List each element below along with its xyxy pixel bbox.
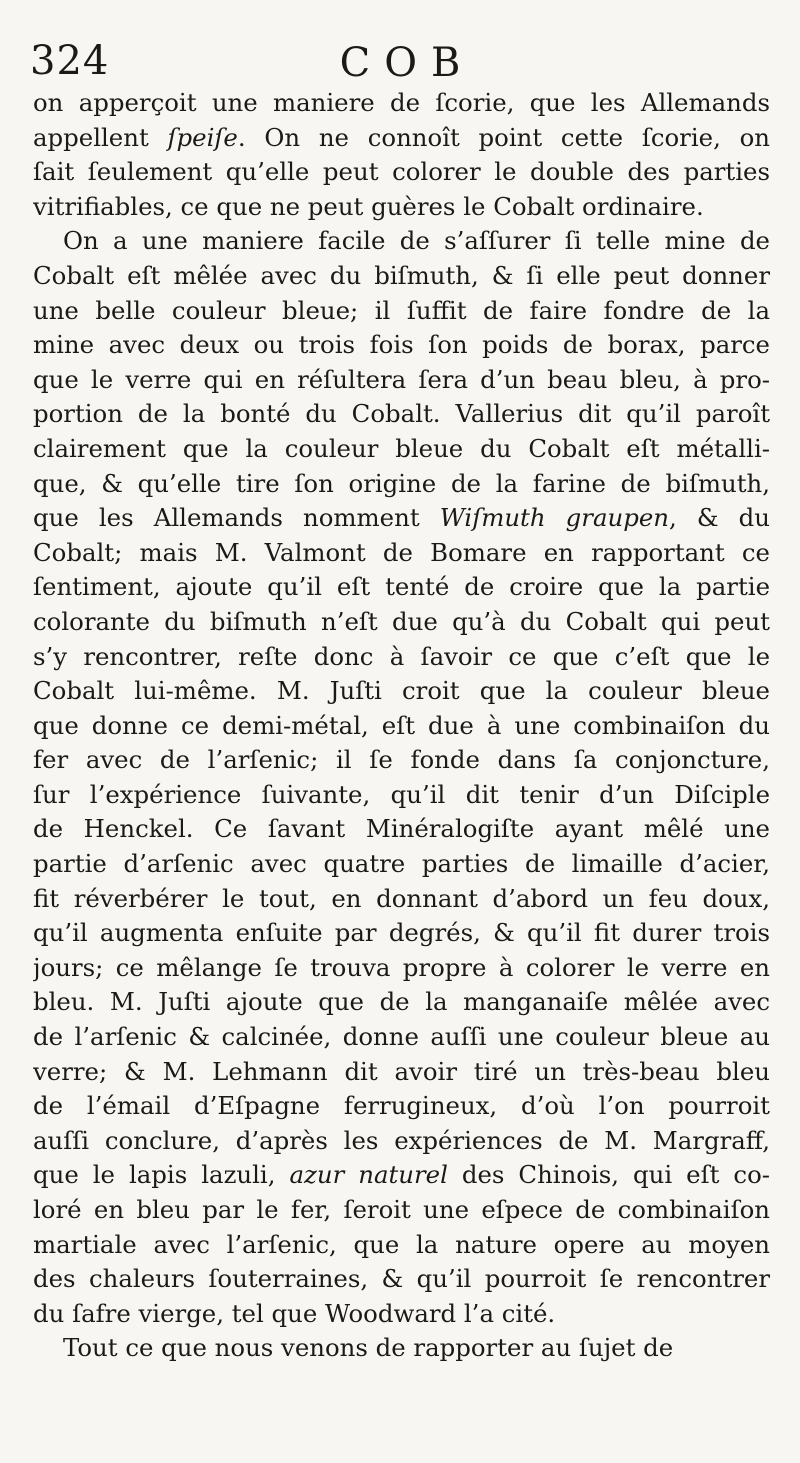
text-line [33,501,770,536]
text-line: que le verre qui en réſultera ſera d’un beau bleu, à pro- [33,364,770,394]
text-line: Cobalt eſt mêlée avec du biſmuth, & ſi elle peut donner [33,260,770,290]
text-line: On a une maniere facile de s’aſſurer ſi telle mine de [63,226,770,256]
text-segment: . On ne connoît point cette ſcorie, on [237,122,770,152]
text-line: fer avec de l’arſenic; il ſe fonde dans ſa conjoncture, [33,745,770,775]
text-segment: appellent [33,122,168,152]
text-line: fit réverbérer le tout, en donnant d’abord un feu doux, [33,883,770,913]
text-segment: des Chinois, qui eſt co- [447,1160,770,1190]
text-line: Tout ce que nous venons de rapporter au ſujet de [63,1333,674,1363]
text-line: ſur l’expérience ſuivante, qu’il dit tenir d’un Diſciple [33,779,770,809]
text-line [33,121,770,156]
text-line: martiale avec l’arſenic, que la nature opere au moyen [33,1229,770,1259]
text-line: portion de la bonté du Cobalt. Vallerius dit qu’il paroît [33,399,770,429]
text-line: de l’arſenic & calcinée, donne auſſi une couleur bleue au [33,1022,770,1052]
running-head: COB [339,40,475,86]
text-line: que donne ce demi-métal, eſt due à une combinaiſon du [33,710,770,740]
text-line: qu’il augmenta enſuite par degrés, & qu’il fit durer trois [33,918,770,948]
text-line: loré en bleu par le fer, ſeroit une eſpece de combinaiſon [33,1195,770,1224]
text-line: des chaleurs ſouterraines, & qu’il pourroit ſe rencontrer [33,1264,770,1294]
text-line: du ſafre vierge, tel que Woodward l’a cité. [33,1298,556,1328]
text-line: vitrifiables, ce que ne peut guères le Cobalt ordinaire. [33,191,704,221]
italic-term: ſpeiſe [167,122,238,152]
body-text [33,86,770,1366]
text-line: une belle couleur bleue; il ſuffit de faire fondre de la [33,295,770,325]
text-line: clairement que la couleur bleue du Cobalt eſt métalli- [33,433,770,463]
text-segment: que le lapis lazuli, [33,1160,290,1190]
text-line: auſſi conclure, d’après les expériences de M. Margraff, [33,1125,770,1155]
text-line: jours; ce mêlange ſe trouva propre à colorer le verre en [33,952,770,982]
text-line: on apperçoit une maniere de ſcorie, que les Allemands [33,88,770,117]
text-line: colorante du biſmuth n’eſt due qu’à du Cobalt qui peut [33,606,770,636]
page-number: 324 [30,38,110,84]
italic-term: Wiſmuth graupen [439,503,669,533]
page-header [0,0,800,100]
text-segment: , & du [668,503,770,533]
text-line [33,1158,770,1193]
text-line: mine avec deux ou trois fois ſon poids de borax, parce [33,330,770,360]
text-line: bleu. M. Juſti ajoute que de la manganaiſe mêlée avec [33,987,770,1017]
text-line: Cobalt lui-même. M. Juſti croit que la couleur bleue [33,676,770,706]
text-line: Cobalt; mais M. Valmont de Bomare en rapportant ce [33,537,770,567]
italic-term: azur naturel [289,1160,448,1190]
text-line: de Henckel. Ce ſavant Minéralogiſte ayant mêlé une [33,814,770,844]
text-line: que, & qu’elle tire ſon origine de la farine de biſmuth, [33,468,770,498]
text-line: ſentiment, ajoute qu’il eſt tenté de croire que la partie [33,572,770,602]
text-line: s’y rencontrer, reſte donc à ſavoir ce que c’eſt que le [33,641,770,671]
text-line: ſait ſeulement qu’elle peut colorer le double des parties [33,157,770,187]
text-segment: que les Allemands nomment [33,503,440,533]
text-line: de l’émail d’Eſpagne ferrugineux, d’où l’on pourroit [33,1091,770,1121]
text-line: verre; & M. Lehmann dit avoir tiré un très-beau bleu [33,1056,770,1086]
text-line: partie d’arſenic avec quatre parties de limaille d’acier, [33,849,770,879]
